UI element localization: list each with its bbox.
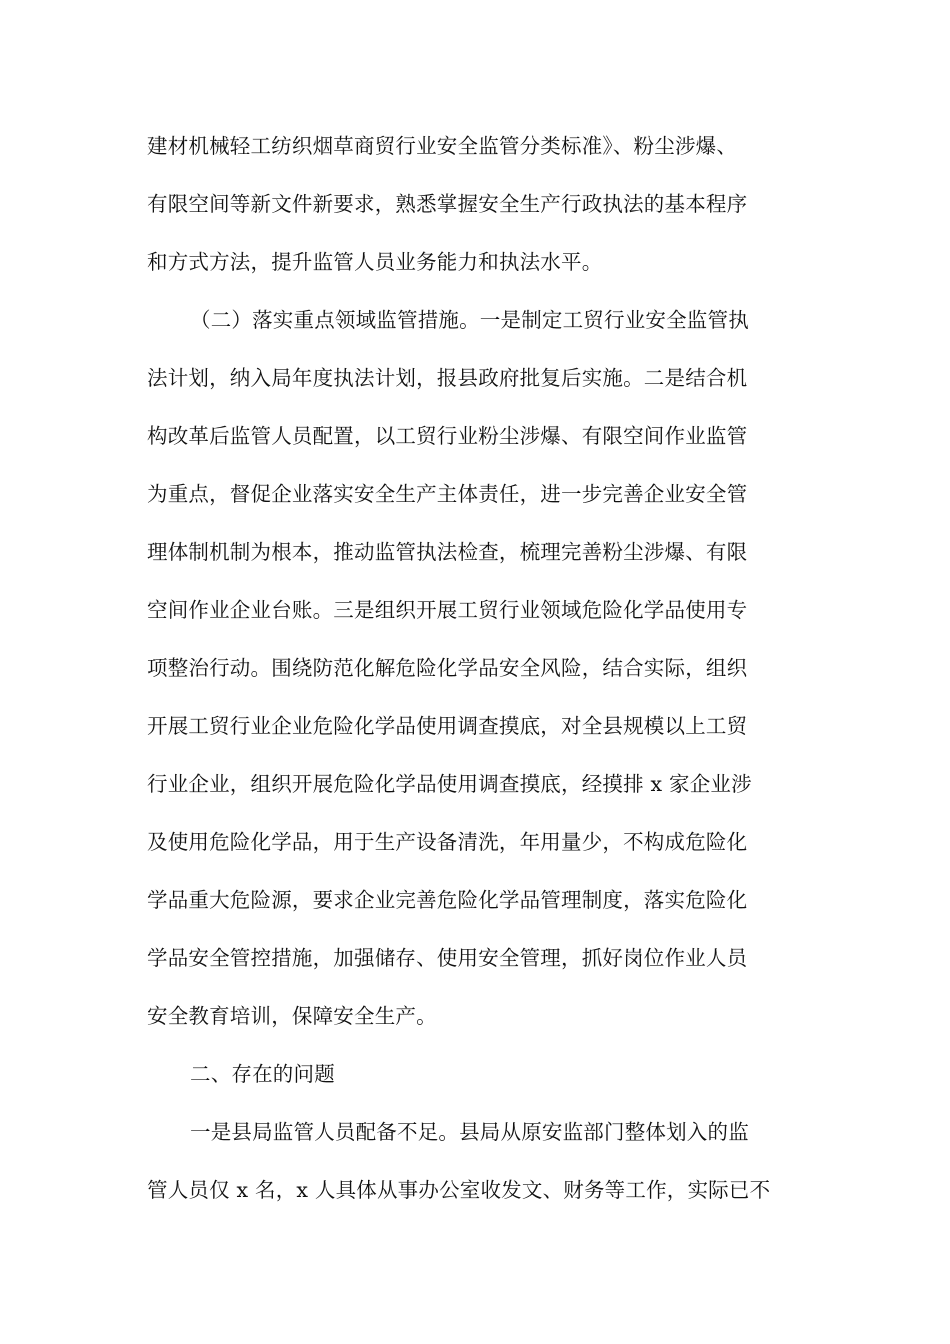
text-line: 学品重大危险源，要求企业完善危险化学品管理制度，落实危险化 xyxy=(147,888,748,912)
text-line: 构改革后监管人员配置，以工贸行业粉尘涉爆、有限空间作业监管 xyxy=(147,424,748,448)
text-line: 行业企业，组织开展危险化学品使用调查摸底，经摸排 x 家企业涉 xyxy=(147,772,752,796)
text-line: 及使用危险化学品，用于生产设备清洗，年用量少，不构成危险化 xyxy=(147,830,748,854)
text-line: 和方式方法，提升监管人员业务能力和执法水平。 xyxy=(147,250,603,274)
text-line: 开展工贸行业企业危险化学品使用调查摸底，对全县规模以上工贸 xyxy=(147,714,748,738)
paragraph-start-line: 一是县局监管人员配备不足。县局从原安监部门整体划入的监 xyxy=(190,1120,749,1144)
text-line: 项整治行动。围绕防范化解危险化学品安全风险，结合实际，组织 xyxy=(147,656,748,680)
paragraph-start-line: （二）落实重点领域监管措施。一是制定工贸行业安全监管执 xyxy=(190,308,749,332)
text-line: 理体制机制为根本，推动监管执法检查，梳理完善粉尘涉爆、有限 xyxy=(147,540,748,564)
text-line: 建材机械轻工纺织烟草商贸行业安全监管分类标准》、粉尘涉爆、 xyxy=(147,134,738,158)
text-line: 管人员仅 x 名，x 人具体从事办公室收发文、财务等工作，实际已不 xyxy=(147,1178,771,1202)
text-line: 学品安全管控措施，加强储存、使用安全管理，抓好岗位作业人员 xyxy=(147,946,748,970)
text-line: 空间作业企业台账。三是组织开展工贸行业领域危险化学品使用专 xyxy=(147,598,748,622)
text-line: 为重点，督促企业落实安全生产主体责任，进一步完善企业安全管 xyxy=(147,482,748,506)
text-line: 法计划，纳入局年度执法计划，报县政府批复后实施。二是结合机 xyxy=(147,366,748,390)
text-line: 安全教育培训，保障安全生产。 xyxy=(147,1004,437,1028)
text-line: 有限空间等新文件新要求，熟悉掌握安全生产行政执法的基本程序 xyxy=(147,192,748,216)
section-heading: 二、存在的问题 xyxy=(190,1062,335,1086)
